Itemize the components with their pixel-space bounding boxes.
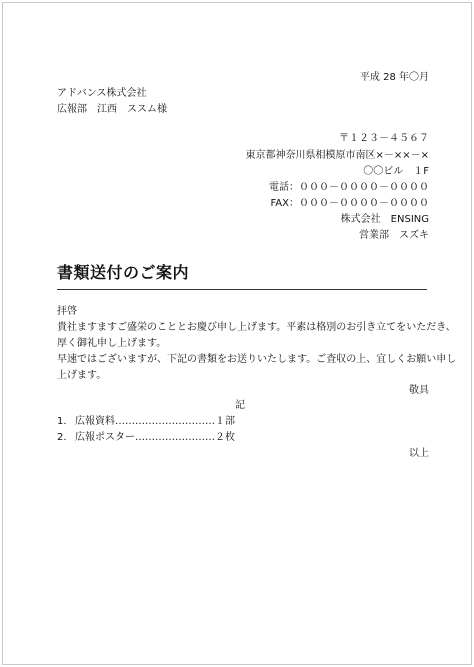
recipient-person: 広報部 江西 ススム様 (57, 104, 167, 115)
sender-department: 営業部 スズキ (359, 230, 429, 241)
body-paragraph1-line2: 厚く御礼申し上げます。 (57, 338, 167, 349)
document-page (2, 2, 472, 665)
closing: 敬具 (409, 385, 429, 396)
notes-end: 以上 (409, 448, 429, 459)
recipient-company: アドバンス株式会社 (57, 88, 147, 99)
date: 平成 28 年〇月 (359, 72, 429, 83)
body-paragraph2-line2: 上げます。 (57, 370, 107, 381)
list-item-2-number: 2. (57, 432, 67, 443)
document-title: 書類送付のご案内 (57, 263, 190, 282)
sender-fax: FAX：０００－００００－００００ (270, 198, 429, 209)
sender-postal: 〒１２３－４５６７ (339, 133, 429, 144)
list-item-2-text: 広報ポスター……………………２枚 (75, 432, 235, 443)
list-item-1-text: 広報資料…………………………１部 (75, 416, 235, 427)
sender-phone: 電話：０００－００００－００００ (269, 182, 429, 193)
sender-address: 東京都神奈川県相模原市南区×－××－× (245, 150, 429, 161)
sender-company: 株式会社 ENSING (340, 214, 429, 225)
notes-heading: 記 (235, 400, 245, 411)
sender-building: 〇〇ビル １F (363, 166, 429, 177)
list-item-1-number: 1. (57, 416, 67, 427)
title-underline (57, 289, 427, 290)
body-paragraph2-line1: 早速ではございますが、下記の書類をお送りいたします。ご査収の上、宜しくお願い申し (57, 354, 457, 365)
body-paragraph1-line1: 貴社ますますご盛栄のこととお慶び申し上げます。平素は格別のお引き立てをいただき、 (57, 322, 456, 333)
salutation: 拝啓 (57, 306, 77, 317)
